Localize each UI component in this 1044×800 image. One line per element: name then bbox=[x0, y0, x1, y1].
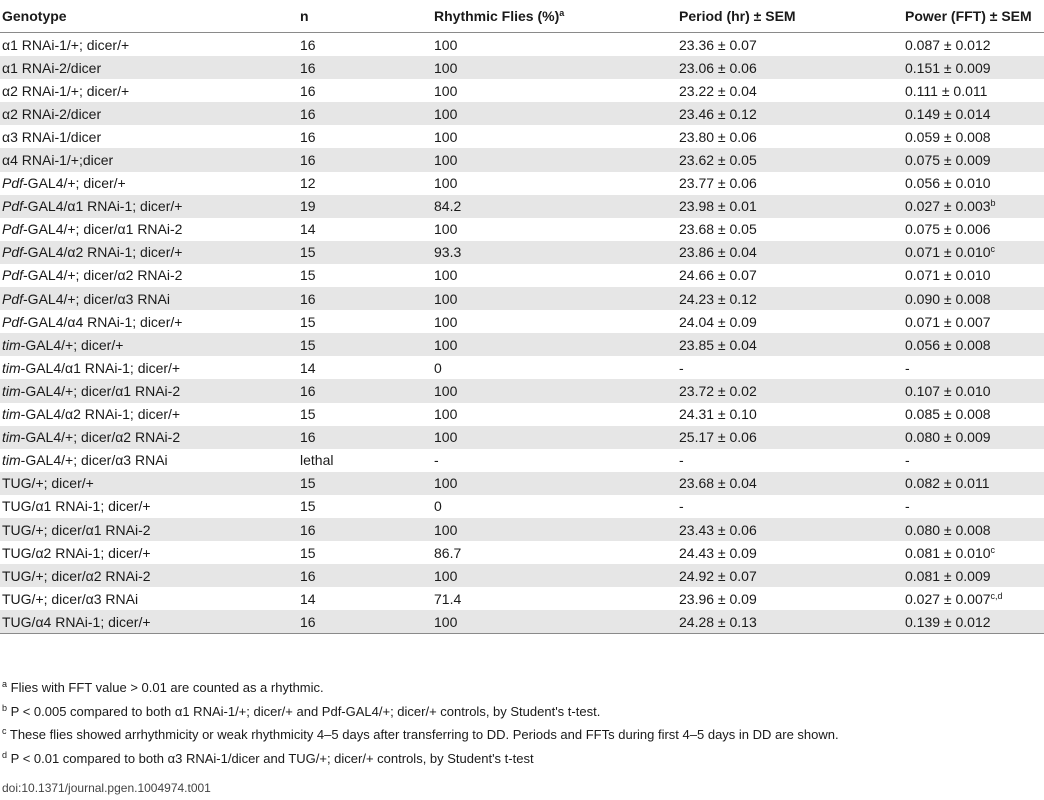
period-cell: 23.36 ± 0.07 bbox=[679, 36, 757, 53]
rhythmic-cell: 100 bbox=[434, 128, 458, 145]
genotype-cell bbox=[0, 264, 298, 287]
power-value: 0.090 ± 0.008 bbox=[905, 290, 991, 307]
rhythmic-cell: 0 bbox=[434, 498, 442, 515]
genotype-text: TUG/α2 RNAi-1; dicer/+ bbox=[2, 544, 151, 561]
footnote-text: P < 0.01 compared to both α3 RNAi-1/dicer and TUG/+; dicer/+ controls, by Student's t-test bbox=[10, 750, 534, 766]
n-cell: 16 bbox=[300, 82, 316, 99]
table-row bbox=[0, 518, 1044, 541]
genotype-driver: tim bbox=[2, 359, 21, 376]
power-cell bbox=[903, 356, 1044, 379]
table-row bbox=[0, 403, 1044, 426]
n-cell: 14 bbox=[300, 359, 316, 376]
genotype-text: -GAL4/+; dicer/α1 RNAi-2 bbox=[20, 382, 181, 399]
power-value: 0.027 ± 0.003 bbox=[905, 198, 991, 215]
column-header bbox=[0, 0, 298, 33]
genotype-text: TUG/+; dicer/α2 RNAi-2 bbox=[2, 567, 151, 584]
genotype-text: -GAL4/α4 RNAi-1; dicer/+ bbox=[23, 313, 183, 330]
genotype-cell bbox=[0, 125, 298, 148]
power-value: 0.081 ± 0.010 bbox=[905, 544, 991, 561]
genotype-text: TUG/+; dicer/α3 RNAi bbox=[2, 590, 139, 607]
genotype-text: TUG/α4 RNAi-1; dicer/+ bbox=[2, 613, 151, 630]
genotype-cell bbox=[0, 287, 298, 310]
genotype-text: -GAL4/α1 RNAi-1; dicer/+ bbox=[23, 198, 183, 215]
genotype-text: α2 RNAi-2/dicer bbox=[2, 105, 102, 122]
footnotes bbox=[2, 676, 839, 770]
period-cell: 23.98 ± 0.01 bbox=[677, 195, 903, 218]
table-row bbox=[0, 541, 1044, 564]
genotype-cell bbox=[0, 56, 298, 79]
rhythmic-cell: 100 bbox=[432, 472, 677, 495]
n-cell: 16 bbox=[298, 564, 432, 587]
power-value: 0.080 ± 0.009 bbox=[905, 429, 991, 446]
genotype-text: -GAL4/+; dicer/+ bbox=[23, 175, 126, 192]
rhythmic-cell: - bbox=[434, 452, 439, 469]
n-cell: 14 bbox=[300, 221, 316, 238]
genotype-cell bbox=[0, 518, 298, 541]
n-cell: 15 bbox=[300, 313, 316, 330]
power-cell bbox=[903, 195, 1044, 218]
period-cell: 23.72 ± 0.02 bbox=[677, 379, 903, 402]
table-row bbox=[0, 218, 1044, 241]
genotype-text: -GAL4/α2 RNAi-1; dicer/+ bbox=[20, 406, 181, 423]
rhythmic-cell: 0 bbox=[434, 359, 442, 376]
power-cell bbox=[903, 56, 1044, 79]
genotype-driver: tim bbox=[2, 336, 21, 353]
power-value: 0.056 ± 0.010 bbox=[905, 175, 991, 192]
column-header-label: Rhythmic Flies (%) bbox=[434, 8, 560, 24]
table-row bbox=[0, 472, 1044, 495]
footnote-text: P < 0.005 compared to both α1 RNAi-1/+; dicer/+ and Pdf-GAL4/+; dicer/+ controls, by Student's t-test. bbox=[10, 703, 601, 719]
genotype-driver: tim bbox=[2, 429, 21, 446]
genotype-driver: tim bbox=[2, 406, 21, 423]
rhythmic-cell: 100 bbox=[432, 379, 677, 402]
n-cell: 12 bbox=[300, 175, 316, 192]
rhythmic-cell: 100 bbox=[432, 287, 677, 310]
power-value: 0.071 ± 0.010 bbox=[905, 267, 991, 284]
genotype-text: -GAL4/+; dicer/α2 RNAi-2 bbox=[23, 267, 183, 284]
footnote bbox=[2, 723, 839, 747]
rhythmic-cell: 100 bbox=[434, 406, 458, 423]
power-value: - bbox=[905, 452, 910, 469]
power-value: 0.151 ± 0.009 bbox=[905, 59, 991, 76]
genotype-text: -GAL4/+; dicer/+ bbox=[20, 336, 124, 353]
power-cell bbox=[903, 333, 1044, 356]
table-body bbox=[0, 33, 1044, 634]
period-cell: 23.85 ± 0.04 bbox=[677, 333, 903, 356]
table-row bbox=[0, 195, 1044, 218]
column-header bbox=[298, 0, 432, 33]
rhythmic-cell: 100 bbox=[432, 426, 677, 449]
period-cell: 23.86 ± 0.04 bbox=[677, 241, 903, 264]
column-header-label: Genotype bbox=[2, 8, 67, 24]
power-cell bbox=[903, 79, 1044, 102]
period-cell: 23.62 ± 0.05 bbox=[677, 148, 903, 171]
table-row bbox=[0, 125, 1044, 148]
rhythmic-cell: 100 bbox=[432, 148, 677, 171]
table-row bbox=[0, 264, 1044, 287]
period-cell: 25.17 ± 0.06 bbox=[677, 426, 903, 449]
genotype-cell bbox=[0, 610, 298, 634]
genotype-text: TUG/+; dicer/α1 RNAi-2 bbox=[2, 521, 151, 538]
power-cell bbox=[903, 541, 1044, 564]
table-row bbox=[0, 426, 1044, 449]
footnote bbox=[2, 676, 839, 700]
genotype-cell bbox=[0, 449, 298, 472]
rhythmic-cell: 100 bbox=[432, 333, 677, 356]
rhythmic-cell: 100 bbox=[434, 313, 458, 330]
genotype-text: α4 RNAi-1/+;dicer bbox=[2, 152, 114, 169]
genotype-cell bbox=[0, 172, 298, 195]
column-header-label: Power (FFT) ± SEM bbox=[905, 8, 1032, 24]
genotype-cell bbox=[0, 403, 298, 426]
genotype-cell bbox=[0, 426, 298, 449]
table-row bbox=[0, 310, 1044, 333]
power-value: 0.082 ± 0.011 bbox=[905, 475, 990, 492]
table-row bbox=[0, 333, 1044, 356]
genotype-cell bbox=[0, 195, 298, 218]
power-value: 0.107 ± 0.010 bbox=[905, 382, 991, 399]
rhythmic-cell: 100 bbox=[432, 56, 677, 79]
rhythmic-cell: 100 bbox=[432, 564, 677, 587]
power-value: 0.111 ± 0.011 bbox=[905, 82, 988, 99]
n-cell: 16 bbox=[298, 426, 432, 449]
table-row bbox=[0, 495, 1044, 518]
doi-text: doi:10.1371/journal.pgen.1004974.t001 bbox=[2, 781, 211, 795]
genotype-cell bbox=[0, 379, 298, 402]
footnote-marker: b bbox=[990, 198, 996, 209]
genotype-cell bbox=[0, 218, 298, 241]
footnote-text: These flies showed arrhythmicity or weak rhythmicity 4–5 days after transferring to DD. Periods and FFTs during first 4–5 days in DD are shown. bbox=[9, 727, 839, 742]
genotype-cell bbox=[0, 148, 298, 171]
table-row bbox=[0, 241, 1044, 264]
power-value: 0.075 ± 0.009 bbox=[905, 152, 991, 169]
period-cell: 24.92 ± 0.07 bbox=[677, 564, 903, 587]
genotype-cell bbox=[0, 541, 298, 564]
period-cell: 24.31 ± 0.10 bbox=[679, 406, 757, 423]
period-cell: 23.46 ± 0.12 bbox=[677, 102, 903, 125]
table-row bbox=[0, 56, 1044, 79]
period-cell: - bbox=[679, 359, 684, 376]
genotype-text: α2 RNAi-1/+; dicer/+ bbox=[2, 82, 130, 99]
power-value: 0.081 ± 0.009 bbox=[905, 567, 991, 584]
n-cell: 16 bbox=[298, 148, 432, 171]
power-cell bbox=[903, 172, 1044, 195]
power-value: 0.056 ± 0.008 bbox=[905, 336, 991, 353]
period-cell: 23.77 ± 0.06 bbox=[679, 175, 757, 192]
genotype-text: -GAL4/+; dicer/α2 RNAi-2 bbox=[20, 429, 181, 446]
period-cell: 23.68 ± 0.04 bbox=[677, 472, 903, 495]
footnote-mark: d bbox=[2, 749, 8, 760]
power-cell bbox=[903, 495, 1044, 518]
genotype-driver: Pdf bbox=[2, 221, 24, 238]
power-cell bbox=[903, 587, 1044, 610]
footnote-mark: b bbox=[2, 702, 8, 713]
table-row bbox=[0, 610, 1044, 634]
column-header-label: n bbox=[300, 8, 309, 24]
period-cell: 23.43 ± 0.06 bbox=[677, 518, 903, 541]
power-cell bbox=[903, 102, 1044, 125]
table-row bbox=[0, 79, 1044, 102]
n-cell: 15 bbox=[298, 241, 432, 264]
genotype-cell bbox=[0, 587, 298, 610]
n-cell: 15 bbox=[298, 333, 432, 356]
genotype-driver: Pdf bbox=[2, 244, 24, 261]
period-cell: 23.68 ± 0.05 bbox=[679, 221, 757, 238]
n-cell: 16 bbox=[300, 128, 316, 145]
column-header-label: Period (hr) ± SEM bbox=[679, 8, 796, 24]
table-row bbox=[0, 33, 1044, 57]
genotype-text: -GAL4/+; dicer/α1 RNAi-2 bbox=[23, 221, 183, 238]
power-value: 0.027 ± 0.007 bbox=[905, 590, 991, 607]
rhythmic-cell: 84.2 bbox=[432, 195, 677, 218]
table-row bbox=[0, 449, 1044, 472]
power-value: - bbox=[905, 359, 910, 376]
power-cell bbox=[903, 241, 1044, 264]
genotype-driver: Pdf bbox=[2, 198, 24, 215]
footnote bbox=[2, 747, 839, 771]
n-cell: 16 bbox=[298, 56, 432, 79]
period-cell: 23.22 ± 0.04 bbox=[679, 82, 757, 99]
genotype-text: -GAL4/α1 RNAi-1; dicer/+ bbox=[20, 359, 181, 376]
rhythmic-cell: 100 bbox=[434, 82, 458, 99]
power-value: - bbox=[905, 498, 910, 515]
genotype-driver: Pdf bbox=[2, 290, 24, 307]
power-cell bbox=[903, 518, 1044, 541]
n-cell: 16 bbox=[298, 518, 432, 541]
power-cell bbox=[903, 264, 1044, 287]
table-row bbox=[0, 356, 1044, 379]
n-cell: 15 bbox=[300, 498, 316, 515]
rhythmic-cell: 86.7 bbox=[434, 544, 462, 561]
n-cell: lethal bbox=[300, 452, 334, 469]
period-cell: 23.96 ± 0.09 bbox=[679, 590, 757, 607]
genotype-driver: Pdf bbox=[2, 175, 24, 192]
header-row bbox=[0, 0, 1044, 33]
table-row bbox=[0, 172, 1044, 195]
rhythmic-cell: 100 bbox=[432, 518, 677, 541]
genotype-text: α1 RNAi-2/dicer bbox=[2, 59, 102, 76]
genotype-text: -GAL4/+; dicer/α3 RNAi bbox=[20, 452, 168, 469]
period-cell: 23.80 ± 0.06 bbox=[679, 128, 757, 145]
power-cell bbox=[903, 33, 1044, 57]
power-value: 0.071 ± 0.007 bbox=[905, 313, 991, 330]
n-cell: 15 bbox=[298, 472, 432, 495]
rhythmic-cell: 100 bbox=[432, 610, 677, 634]
genotype-cell bbox=[0, 310, 298, 333]
genotype-text: TUG/α1 RNAi-1; dicer/+ bbox=[2, 498, 151, 515]
power-cell bbox=[903, 426, 1044, 449]
rhythmic-cell: 100 bbox=[434, 221, 458, 238]
genotype-text: α1 RNAi-1/+; dicer/+ bbox=[2, 36, 130, 53]
genotype-cell bbox=[0, 472, 298, 495]
table-row bbox=[0, 148, 1044, 171]
rhythmic-cell: 100 bbox=[434, 267, 458, 284]
genotype-text: -GAL4/α2 RNAi-1; dicer/+ bbox=[23, 244, 183, 261]
power-cell bbox=[903, 403, 1044, 426]
n-cell: 14 bbox=[300, 590, 316, 607]
period-cell: - bbox=[679, 452, 684, 469]
power-cell bbox=[903, 310, 1044, 333]
genotype-cell bbox=[0, 564, 298, 587]
footnote-text: Flies with FFT value > 0.01 are counted as a rhythmic. bbox=[10, 680, 324, 695]
period-cell: 24.04 ± 0.09 bbox=[679, 313, 757, 330]
footnote-mark: c bbox=[2, 726, 7, 736]
column-header bbox=[903, 0, 1044, 33]
footnote-mark: a bbox=[2, 679, 8, 689]
column-header bbox=[432, 0, 677, 33]
rhythmic-cell: 93.3 bbox=[432, 241, 677, 264]
n-cell: 16 bbox=[298, 287, 432, 310]
period-cell: - bbox=[679, 498, 684, 515]
power-cell bbox=[903, 379, 1044, 402]
genotype-driver: Pdf bbox=[2, 267, 24, 284]
genotype-driver: tim bbox=[2, 452, 21, 469]
power-cell bbox=[903, 610, 1044, 634]
power-cell bbox=[903, 148, 1044, 171]
power-cell bbox=[903, 287, 1044, 310]
power-cell bbox=[903, 564, 1044, 587]
footnote-marker: c bbox=[990, 244, 996, 255]
period-cell: 24.66 ± 0.07 bbox=[679, 267, 757, 284]
power-cell bbox=[903, 449, 1044, 472]
genotype-cell bbox=[0, 241, 298, 264]
rhythmic-cell: 100 bbox=[434, 175, 458, 192]
table-row bbox=[0, 379, 1044, 402]
table-row bbox=[0, 587, 1044, 610]
genotype-cell bbox=[0, 333, 298, 356]
column-header bbox=[677, 0, 903, 33]
rhythmic-cell: 100 bbox=[434, 36, 458, 53]
footnote-marker: c bbox=[990, 544, 996, 555]
genotype-text: α3 RNAi-1/dicer bbox=[2, 128, 102, 145]
power-value: 0.071 ± 0.010 bbox=[905, 244, 991, 261]
power-value: 0.149 ± 0.014 bbox=[905, 105, 991, 122]
n-cell: 15 bbox=[300, 267, 316, 284]
period-cell: 23.06 ± 0.06 bbox=[677, 56, 903, 79]
power-cell bbox=[903, 125, 1044, 148]
rhythmic-cell: 71.4 bbox=[434, 590, 462, 607]
genotype-cell bbox=[0, 102, 298, 125]
n-cell: 16 bbox=[298, 610, 432, 634]
genotype-cell bbox=[0, 33, 298, 57]
genotype-text: -GAL4/+; dicer/α3 RNAi bbox=[23, 290, 170, 307]
period-cell: 24.23 ± 0.12 bbox=[677, 287, 903, 310]
table-row bbox=[0, 564, 1044, 587]
power-value: 0.075 ± 0.006 bbox=[905, 221, 991, 238]
genotype-driver: Pdf bbox=[2, 313, 24, 330]
genotype-cell bbox=[0, 79, 298, 102]
n-cell: 15 bbox=[300, 544, 316, 561]
power-value: 0.087 ± 0.012 bbox=[905, 36, 991, 53]
n-cell: 16 bbox=[300, 36, 316, 53]
rhythmic-cell: 100 bbox=[432, 102, 677, 125]
n-cell: 15 bbox=[300, 406, 316, 423]
power-value: 0.085 ± 0.008 bbox=[905, 406, 991, 423]
power-value: 0.059 ± 0.008 bbox=[905, 128, 991, 145]
period-cell: 24.43 ± 0.09 bbox=[679, 544, 757, 561]
footnote bbox=[2, 700, 839, 724]
power-cell bbox=[903, 472, 1044, 495]
table-row bbox=[0, 287, 1044, 310]
n-cell: 16 bbox=[298, 379, 432, 402]
power-value: 0.139 ± 0.012 bbox=[905, 613, 991, 630]
power-value: 0.080 ± 0.008 bbox=[905, 521, 991, 538]
genotype-cell bbox=[0, 356, 298, 379]
n-cell: 16 bbox=[298, 102, 432, 125]
genotype-cell bbox=[0, 495, 298, 518]
footnote-marker: a bbox=[559, 8, 565, 18]
period-cell: 24.28 ± 0.13 bbox=[677, 610, 903, 634]
genotype-driver: tim bbox=[2, 382, 21, 399]
power-cell bbox=[903, 218, 1044, 241]
footnote-marker: c,d bbox=[990, 590, 1003, 601]
n-cell: 19 bbox=[298, 195, 432, 218]
table-row bbox=[0, 102, 1044, 125]
genotype-text: TUG/+; dicer/+ bbox=[2, 475, 94, 492]
